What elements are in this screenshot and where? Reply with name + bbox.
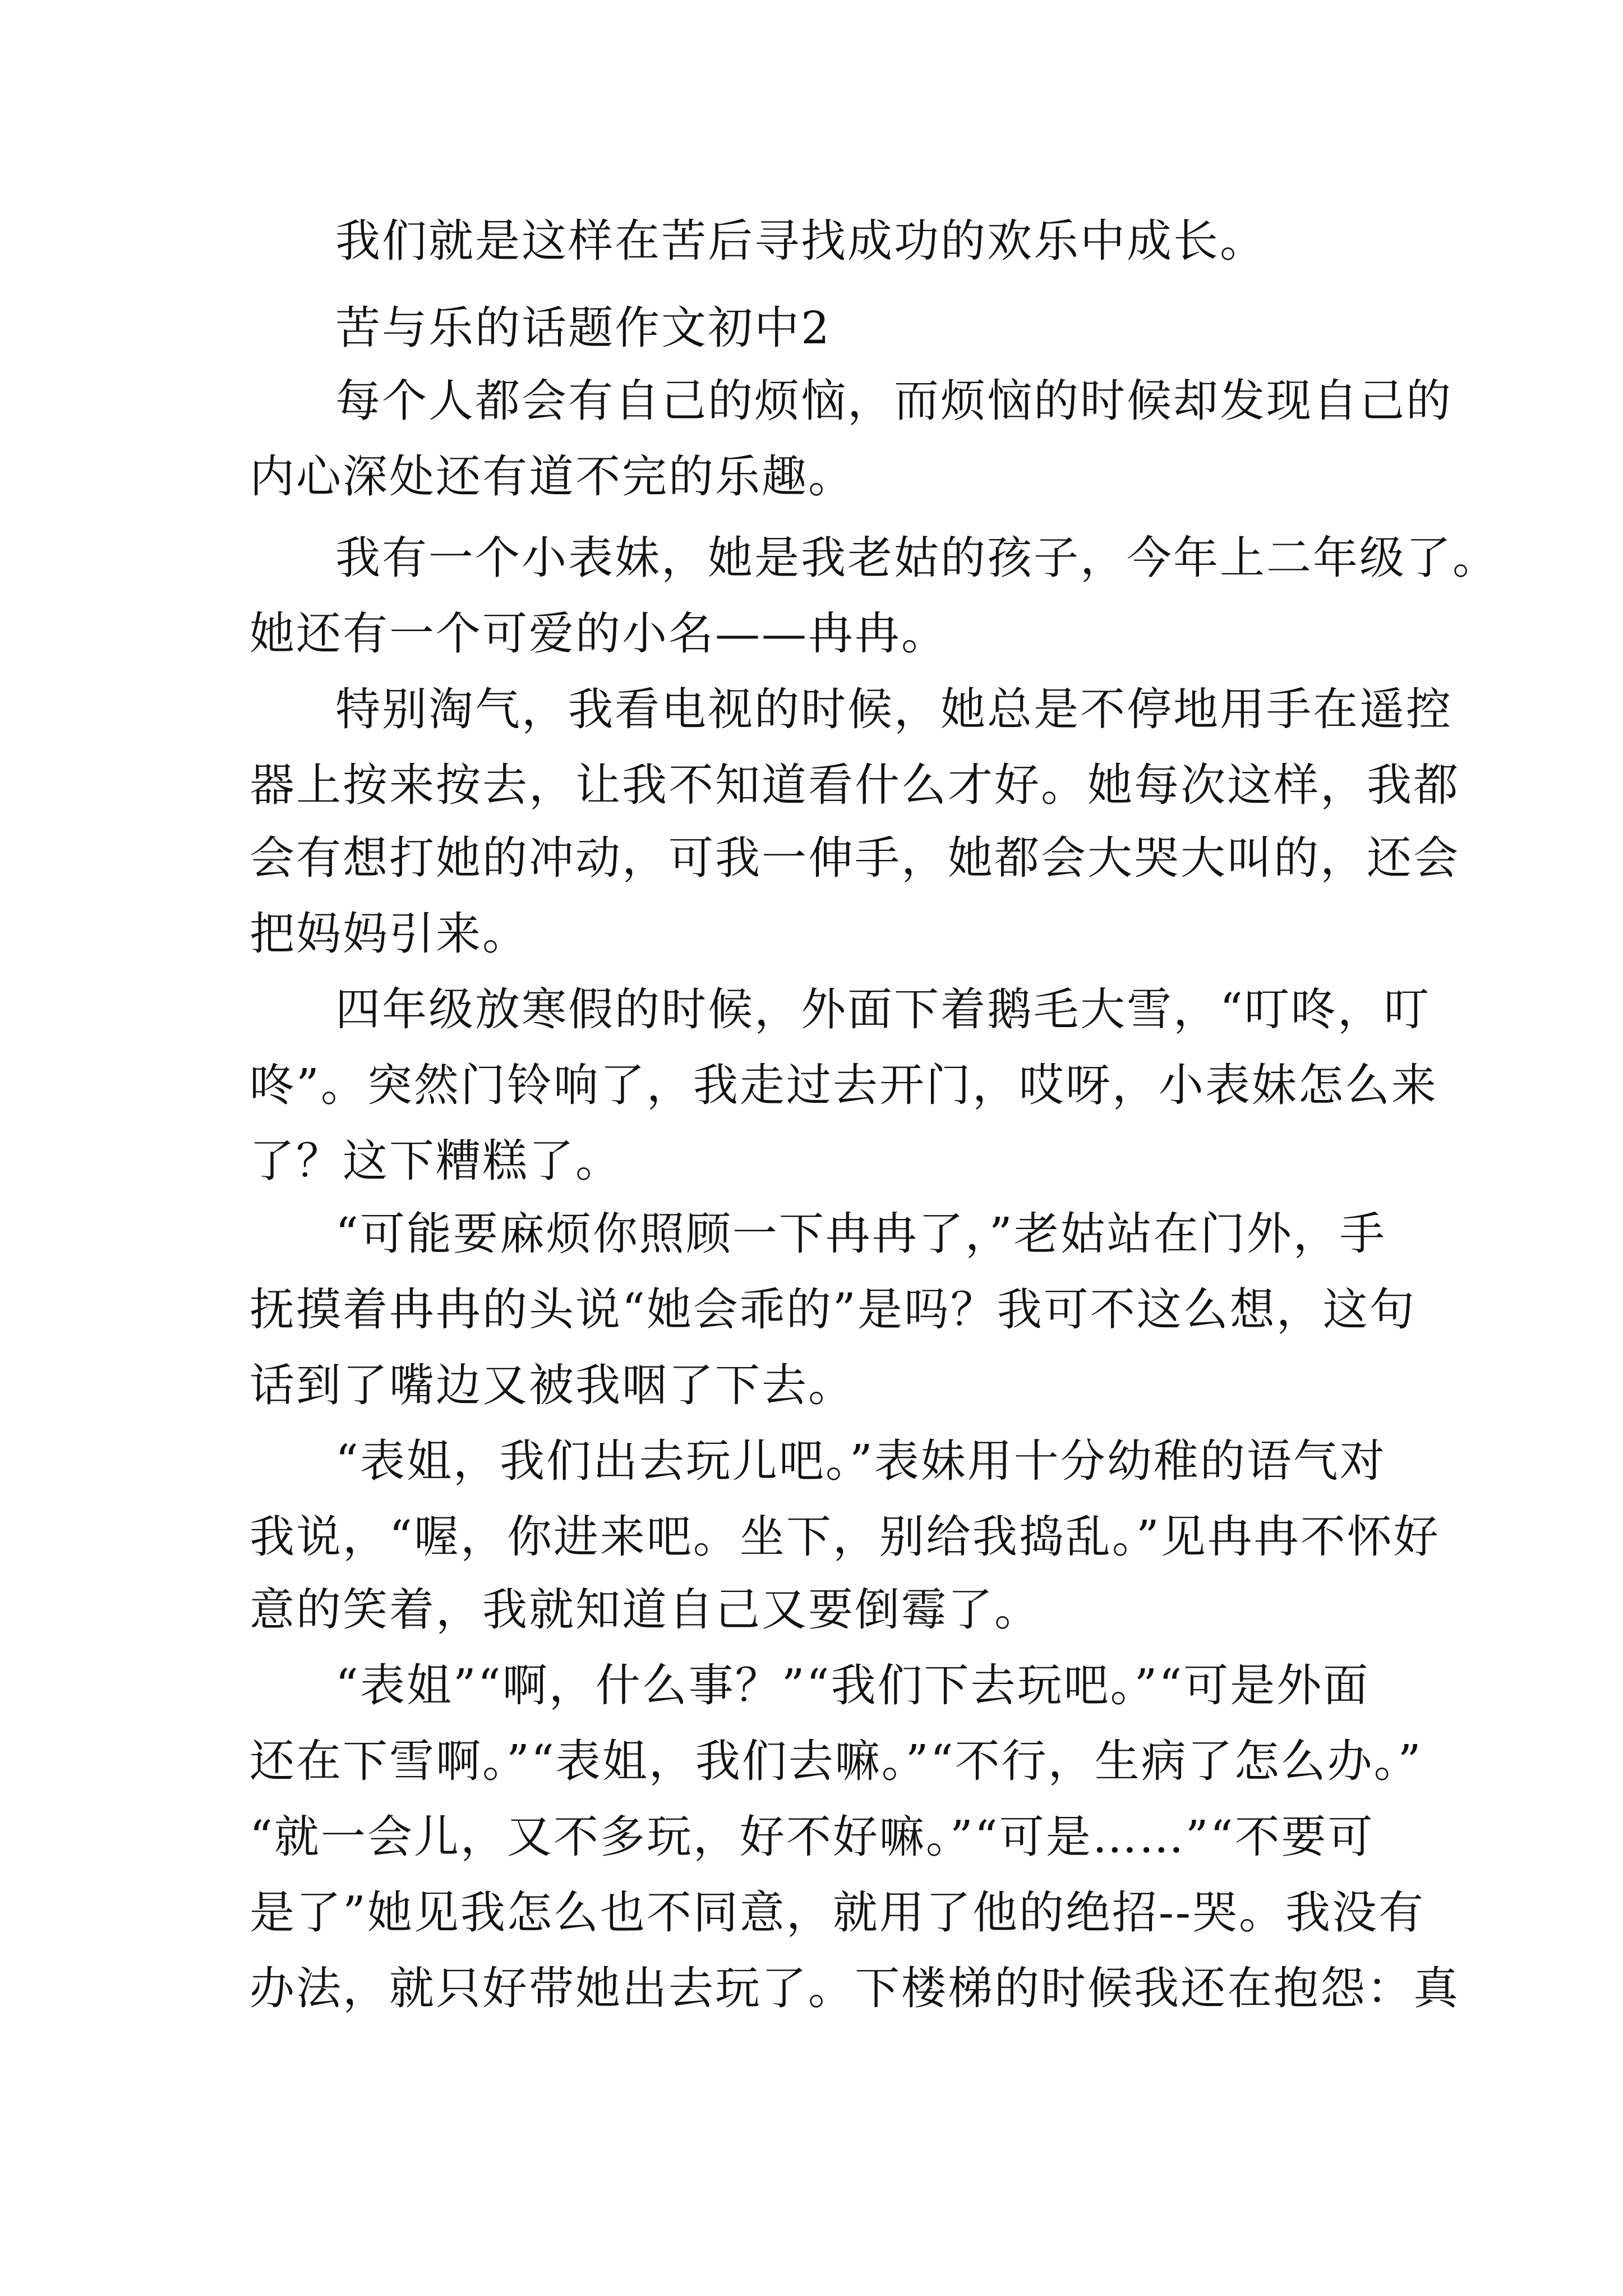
paragraph-line: “可能要麻烦你照顾一下冉冉了，”老姑站在门外，手 bbox=[335, 1208, 1386, 1260]
paragraph-line: 我有一个小表妹，她是我老姑的孩子，今年上二年级了。 bbox=[335, 532, 1499, 584]
paragraph-line: 了？这下糟糕了。 bbox=[250, 1135, 622, 1187]
paragraph-line: “表姐，我们出去玩儿吧。”表妹用十分幼稚的语气对 bbox=[335, 1435, 1386, 1487]
paragraph-line: 每个人都会有自己的烦恼，而烦恼的时候却发现自己的 bbox=[335, 375, 1453, 427]
paragraph-line: 我们就是这样在苦后寻找成功的欢乐中成长。 bbox=[335, 215, 1266, 267]
paragraph-line: “就一会儿，又不多玩，好不好嘛。”“可是……”“不要可 bbox=[250, 1811, 1375, 1863]
paragraph-line: 咚”。突然门铃响了，我走过去开门，哎呀，小表妹怎么来 bbox=[250, 1059, 1438, 1111]
paragraph-line: 办法，就只好带她出去玩了。下楼梯的时候我还在抱怨：真 bbox=[250, 1962, 1460, 2014]
paragraph-line: 是了”她见我怎么也不同意，就用了他的绝招--哭。我没有 bbox=[250, 1887, 1425, 1939]
paragraph-line: 抚摸着冉冉的头说“她会乖的”是吗？我可不这么想，这句 bbox=[250, 1283, 1416, 1336]
paragraph-line: 我说，“喔，你进来吧。坐下，别给我捣乱。”见冉冉不怀好 bbox=[250, 1511, 1440, 1563]
paragraph-line: “表姐”“啊，什么事？”“我们下去玩吧。”“可是外面 bbox=[335, 1659, 1370, 1711]
paragraph-line: 话到了嘴边又被我咽了下去。 bbox=[250, 1359, 855, 1411]
paragraph-line: 会有想打她的冲动，可我一伸手，她都会大哭大叫的，还会 bbox=[250, 832, 1460, 884]
section-heading: 苦与乐的话题作文初中2 bbox=[335, 302, 831, 354]
paragraph-line: 意的笑着，我就知道自己又要倒霉了。 bbox=[250, 1584, 1041, 1636]
paragraph-line: 四年级放寒假的时候，外面下着鹅毛大雪，“叮咚，叮 bbox=[335, 983, 1431, 1036]
paragraph-line: 把妈妈引来。 bbox=[250, 908, 529, 960]
paragraph-line: 特别淘气，我看电视的时候，她总是不停地用手在遥控 bbox=[335, 683, 1453, 735]
paragraph-line: 她还有一个可爱的小名——冉冉。 bbox=[250, 608, 948, 660]
paragraph-line: 还在下雪啊。”“表姐，我们去嘛。”“不行，生病了怎么办。” bbox=[250, 1735, 1423, 1787]
paragraph-line: 器上按来按去，让我不知道看什么才好。她每次这样，我都 bbox=[250, 759, 1460, 811]
paragraph-line: 内心深处还有道不完的乐趣。 bbox=[250, 450, 855, 503]
